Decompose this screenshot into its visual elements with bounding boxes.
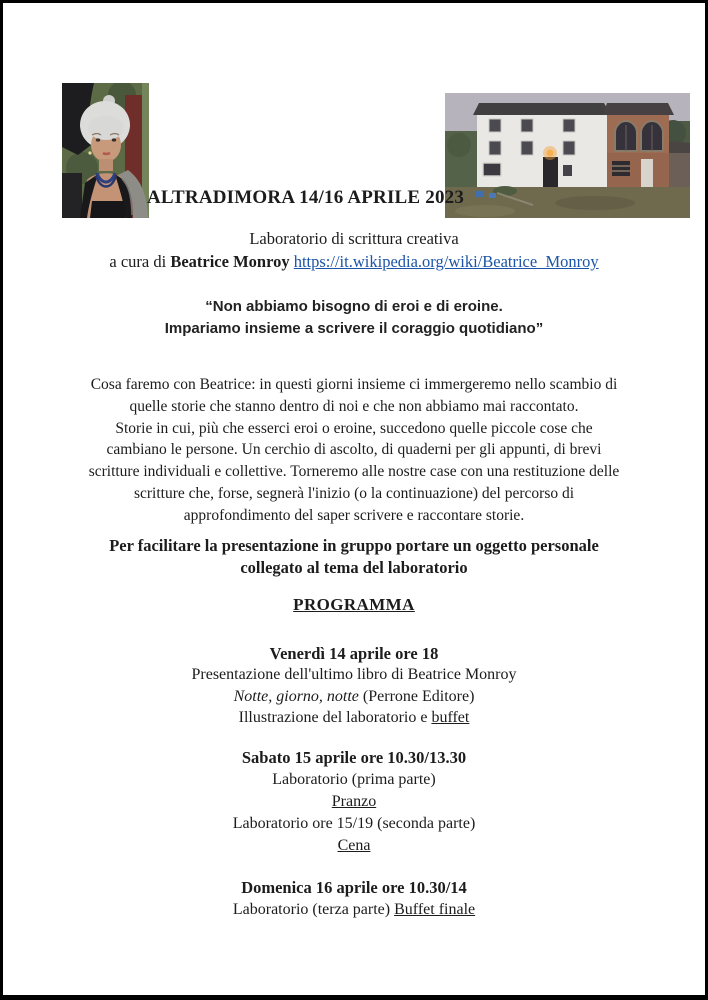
saturday-line: Laboratorio (prima parte) — [272, 771, 436, 788]
program-heading — [3, 595, 705, 615]
quote-line: Impariamo insieme a scrivere il coraggio quotidiano” — [164, 319, 544, 337]
friday-book-line — [3, 686, 705, 707]
sunday-line — [3, 899, 705, 921]
personal-object-note — [3, 535, 705, 579]
house-photo — [445, 93, 690, 218]
wikipedia-link[interactable]: https://it.wikipedia.org/wiki/Beatrice_Monroy — [293, 252, 599, 271]
saturday-lunch-label: Pranzo — [331, 793, 377, 810]
note-line: Per facilitare la presentazione in gruppo portare un oggetto personale — [109, 536, 599, 555]
program-friday — [3, 643, 705, 728]
book-publisher: (Perrone Editore) — [362, 687, 475, 705]
book-title: Notte, giorno, notte — [233, 687, 359, 705]
friday-buffet-line — [3, 707, 705, 728]
saturday-title: Sabato 15 aprile ore 10.30/13.30 — [241, 748, 467, 767]
curator-prefix: a cura di — [109, 252, 167, 271]
program-sunday — [3, 877, 705, 921]
program-saturday — [3, 747, 705, 857]
description-paragraph — [3, 374, 705, 527]
description-line: approfondimento del saper scrivere e raccontare storie. — [183, 506, 525, 524]
house-illustration — [445, 93, 690, 218]
quote-block — [3, 296, 705, 339]
curator-name: Beatrice Monroy — [170, 252, 290, 271]
friday-buffet-prefix: Illustrazione del laboratorio e — [238, 708, 428, 726]
workshop-subtitle: Laboratorio di scrittura creativa — [249, 229, 459, 248]
friday-title: Venerdì 14 aprile ore 18 — [269, 644, 439, 663]
description-line: scritture che, forse, segnerà l'inizio (o la continuazione) del percorso di — [133, 484, 575, 502]
description-line: scritture individuali e collettive. Torneremo alle nostre case con una restituzione delle — [88, 463, 620, 481]
portrait-photo — [62, 83, 149, 218]
friday-line: Presentazione dell'ultimo libro di Beatrice Monroy — [191, 666, 517, 684]
description-line: quelle storie che stanno dentro di noi e che non abbiamo mai raccontato. — [129, 397, 579, 415]
description-line: cambiano le persone. Un cerchio di ascolto, di quaderni per gli appunti, di brevi — [106, 441, 602, 459]
note-line: collegato al tema del laboratorio — [240, 558, 468, 577]
curator-line — [3, 252, 705, 272]
event-title: ALTRADIMORA 14/16 APRILE 2023 — [147, 187, 465, 208]
friday-buffet-label: buffet — [431, 708, 470, 726]
sunday-line-prefix: Laboratorio (terza parte) — [232, 901, 391, 918]
sunday-title: Domenica 16 aprile ore 10.30/14 — [241, 878, 467, 897]
description-line: Cosa faremo con Beatrice: in questi giorni insieme ci immergeremo nello scambio di — [90, 376, 618, 393]
description-line: Storie in cui, più che esserci eroi o eroine, succedono quelle piccole cose che — [115, 419, 593, 437]
portrait-illustration — [62, 83, 149, 218]
quote-line: “Non abbiamo bisogno di eroi e di eroine. — [205, 298, 503, 315]
saturday-line: Laboratorio ore 15/19 (seconda parte) — [232, 815, 476, 832]
sunday-buffet-label: Buffet finale — [394, 901, 476, 918]
program-heading-label: PROGRAMMA — [293, 595, 415, 614]
saturday-dinner-label: Cena — [337, 837, 371, 854]
